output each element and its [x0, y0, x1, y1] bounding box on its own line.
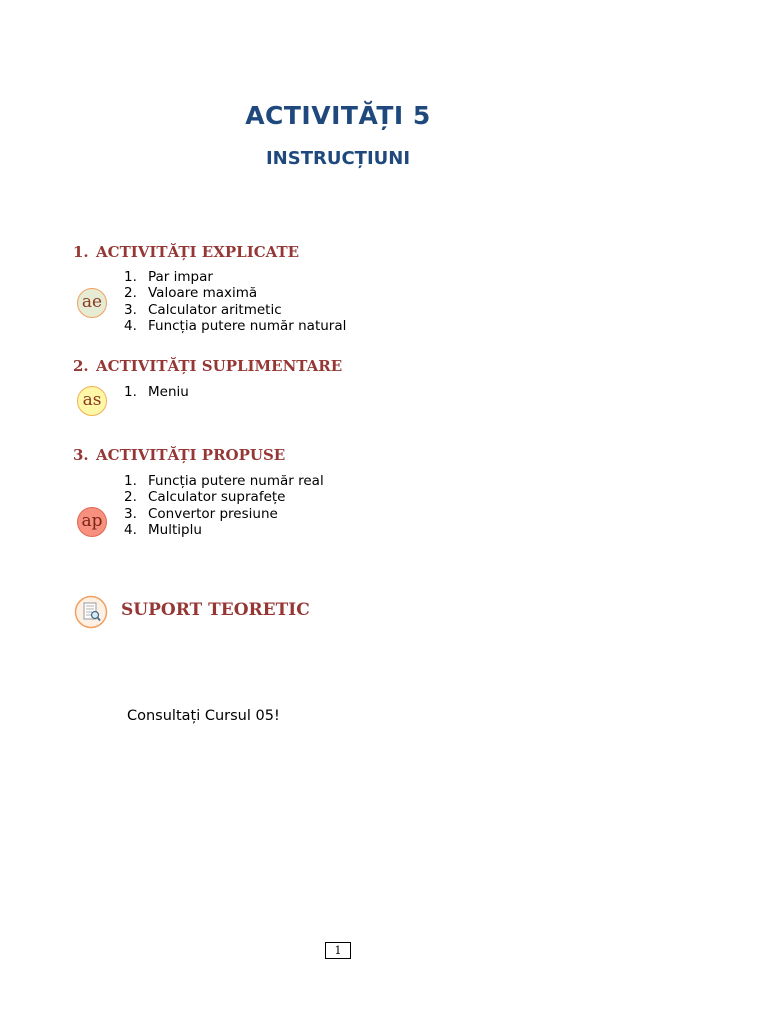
section-title: ACTIVITĂȚI SUPLIMENTARE: [96, 357, 343, 375]
section-heading-explained: [73, 243, 299, 261]
list-item: 1. Par impar: [124, 269, 213, 285]
list-item: 4. Multiplu: [124, 521, 202, 538]
explained-activities-list: [124, 269, 346, 334]
section-title: ACTIVITĂȚI PROPUSE: [96, 446, 286, 464]
proposed-activities-list: [124, 473, 324, 538]
list-item: 3. Convertor presiune: [124, 505, 278, 522]
list-item: 3. Calculator aritmetic: [124, 301, 282, 318]
as-badge-icon: as: [77, 386, 107, 416]
ae-badge-icon: ae: [77, 288, 107, 318]
list-item: 4. Funcția putere număr natural: [124, 317, 347, 334]
document-magnifier-icon: [74, 595, 108, 629]
section-heading-proposed: [73, 446, 285, 464]
section-number: 1.: [73, 243, 89, 261]
page-number: 1: [325, 942, 351, 959]
theory-heading: SUPORT TEORETIC: [121, 600, 310, 620]
list-item: 1. Meniu: [124, 384, 189, 400]
section-number: 2.: [73, 357, 89, 375]
list-item: 2. Valoare maximă: [124, 285, 258, 302]
page-title: ACTIVITĂȚI 5: [245, 101, 431, 130]
ap-badge-icon: ap: [77, 507, 107, 537]
list-item: 1. Funcția putere număr real: [124, 473, 324, 489]
list-item: 2. Calculator suprafețe: [124, 489, 286, 506]
section-title: ACTIVITĂȚI EXPLICATE: [96, 243, 300, 261]
consult-course-text: Consultați Cursul 05!: [127, 708, 280, 724]
section-number: 3.: [73, 446, 89, 464]
supplementary-activities-list: [124, 384, 189, 400]
page-subtitle: INSTRUCȚIUNI: [265, 148, 411, 169]
section-heading-supplementary: [73, 357, 342, 375]
